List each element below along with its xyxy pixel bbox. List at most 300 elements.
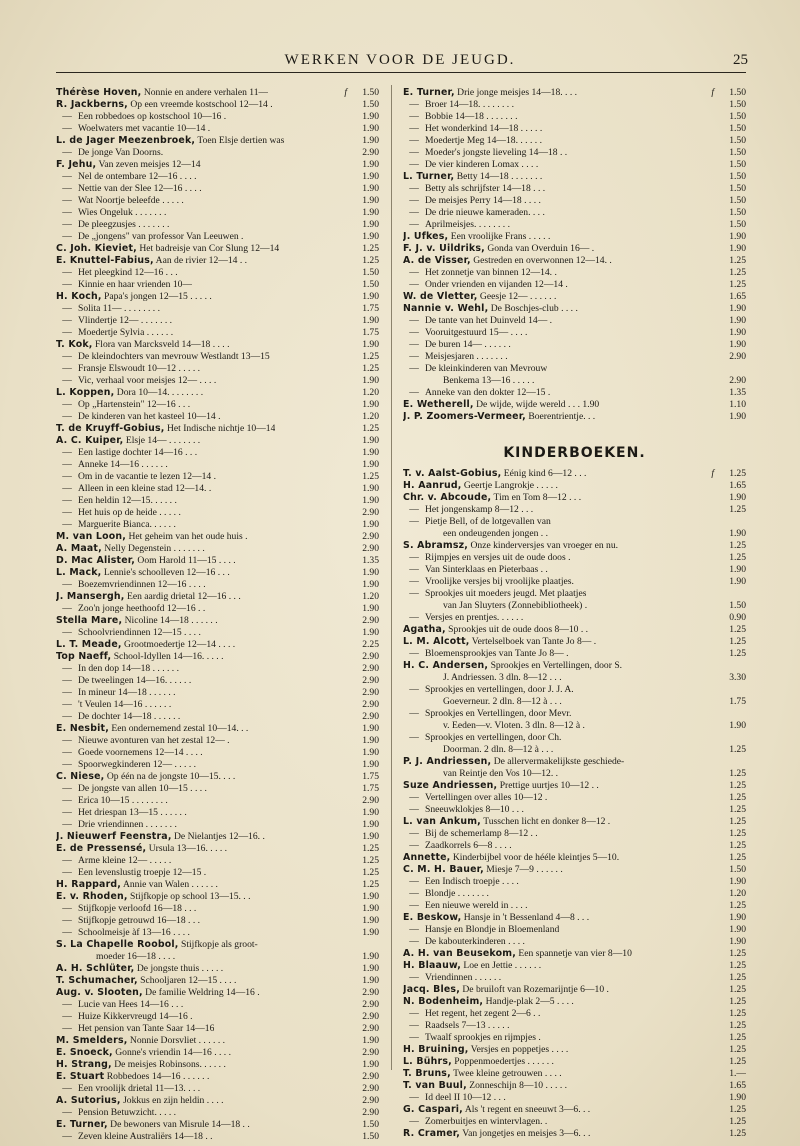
price: 2.90	[362, 687, 379, 698]
price: 1.20	[729, 888, 746, 899]
ditto-dash: —	[62, 147, 72, 158]
catalog-entry	[403, 864, 746, 876]
entry-text	[403, 327, 527, 339]
catalog-entry	[403, 696, 746, 708]
ditto-dash: —	[62, 999, 72, 1010]
author-name: J. Nieuwerf Feenstra,	[56, 831, 172, 842]
book-title: School-Idyllen 14—16. . . . .	[113, 651, 224, 662]
author-name: Chr. v. Abcoude,	[403, 492, 492, 503]
entry-text	[56, 747, 203, 759]
entry-text	[403, 1104, 590, 1116]
catalog-entry	[56, 507, 379, 519]
catalog-entry	[403, 924, 746, 936]
entry-text	[56, 723, 248, 735]
book-title: Woelwaters met vacantie 10—14 .	[78, 123, 211, 134]
price: 1.50	[729, 183, 746, 194]
author-name: E. Beskow,	[403, 912, 462, 923]
entry-text	[56, 879, 218, 891]
catalog-entry	[56, 891, 379, 903]
entry-text	[56, 159, 201, 171]
catalog-entry	[56, 651, 379, 663]
ditto-dash: —	[409, 327, 419, 338]
author-name: A. de Visser,	[403, 255, 471, 266]
author-name: A. H. Schlüter,	[56, 963, 135, 974]
price: 2.90	[362, 507, 379, 518]
entry-text	[403, 756, 624, 768]
price: 1.25	[362, 855, 379, 866]
entry-text	[56, 171, 197, 183]
book-title: Grootmoedertje 12—14 . . . .	[124, 639, 236, 650]
catalog-entry	[56, 1011, 379, 1023]
ditto-dash: —	[409, 564, 419, 575]
entry-text	[56, 831, 265, 843]
entry-text	[56, 939, 258, 951]
book-title: Alleen in een kleine stad 12—14. .	[78, 483, 212, 494]
price: 1.50	[729, 600, 746, 611]
entry-text	[56, 507, 181, 519]
column-divider	[391, 85, 392, 1070]
book-title: Betty 14—18 . . . . . . .	[456, 171, 543, 182]
book-title: Flora van Marcksveld 14—18 . . . .	[94, 339, 230, 350]
price: 1.90	[729, 576, 746, 587]
price: 1.25	[729, 852, 746, 863]
author-name: N. Bodenheim,	[403, 996, 484, 1007]
catalog-entry	[403, 387, 746, 399]
book-title: Geertje Langrokje . . . . .	[463, 480, 558, 491]
catalog-entry	[56, 939, 379, 951]
catalog-entry	[56, 327, 379, 339]
price: 1.25	[729, 972, 746, 983]
ditto-dash: —	[62, 111, 72, 122]
book-title: Solita 11— . . . . . . . .	[78, 303, 160, 314]
ditto-dash: —	[409, 1116, 419, 1127]
author-name: Nannie v. Wehl,	[403, 303, 489, 314]
entry-text	[403, 972, 501, 984]
entry-text	[56, 819, 177, 831]
book-title: moeder 16—18 . . . .	[96, 951, 176, 962]
catalog-entry	[403, 351, 746, 363]
price: 1.25	[729, 468, 746, 479]
entry-text	[56, 807, 187, 819]
catalog-entry	[56, 843, 379, 855]
catalog-entry	[403, 1044, 746, 1056]
catalog-entry	[56, 1035, 379, 1047]
catalog-entry	[56, 759, 379, 771]
book-title: De meisjes Robinsons. . . . . .	[114, 1059, 226, 1070]
price: 1.25	[729, 1020, 746, 1031]
price: 1.90	[729, 564, 746, 575]
price: 1.90	[362, 951, 379, 962]
currency-symbol: f	[711, 468, 714, 479]
author-name: E. Nesbit,	[56, 723, 109, 734]
price: 1.90	[729, 876, 746, 887]
catalog-entry	[403, 756, 746, 768]
catalog-entry	[403, 876, 746, 888]
price: 1.25	[729, 624, 746, 635]
author-name: T. van Buul,	[403, 1080, 467, 1091]
book-title: De bewoners van Misrule 14—18 . .	[110, 1119, 250, 1130]
catalog-entry	[56, 747, 379, 759]
book-title: Papa's jongen 12—15 . . . . .	[104, 291, 212, 302]
book-title: Benkema 13—16 . . . . .	[443, 375, 535, 386]
entry-text	[56, 531, 248, 543]
book-title: De Boschjes-club . . . .	[490, 303, 578, 314]
price: 1.25	[729, 996, 746, 1007]
catalog-entry	[56, 771, 379, 783]
price: 1.90	[362, 975, 379, 986]
ditto-dash: —	[62, 447, 72, 458]
catalog-entry	[403, 972, 746, 984]
entry-text	[403, 936, 525, 948]
ditto-dash: —	[409, 123, 419, 134]
catalog-entry	[56, 963, 379, 975]
book-title: In mineur 14—18 . . . . . .	[78, 687, 176, 698]
book-title: Een robbedoes op kostschool 10—16 .	[78, 111, 227, 122]
price: 1.90	[729, 1092, 746, 1103]
price: 1.90	[729, 528, 746, 539]
entry-text	[56, 663, 179, 675]
book-title: De kabouterkinderen . . . .	[425, 936, 525, 947]
book-title: Vriendinnen . . . . . .	[425, 972, 502, 983]
entry-text	[403, 219, 510, 231]
book-title: Nettie van der Slee 12—16 . . . .	[78, 183, 202, 194]
price: 1.90	[729, 411, 746, 422]
entry-text	[56, 963, 223, 975]
ditto-dash: —	[409, 135, 419, 146]
ditto-dash: —	[409, 1032, 419, 1043]
ditto-dash: —	[62, 735, 72, 746]
catalog-entry	[403, 768, 746, 780]
ditto-dash: —	[62, 927, 72, 938]
author-name: J. Mansergh,	[56, 591, 125, 602]
book-title: Het zonnetje van binnen 12—14. .	[425, 267, 557, 278]
catalog-entry	[403, 375, 746, 387]
price: 2.90	[362, 1083, 379, 1094]
entry-text	[403, 99, 514, 111]
ditto-dash: —	[62, 915, 72, 926]
book-title: Meisjesjaren . . . . . . .	[425, 351, 508, 362]
book-title: Spoorwegkinderen 12— . . . . .	[78, 759, 197, 770]
price: 1.90	[362, 315, 379, 326]
author-name: E. v. Rhoden,	[56, 891, 128, 902]
entry-text	[403, 1044, 568, 1056]
ditto-dash: —	[62, 903, 72, 914]
author-name: E. de Pressensé,	[56, 843, 147, 854]
catalog-entry	[56, 531, 379, 543]
catalog-entry	[56, 483, 379, 495]
book-title: Een heldin 12—15. . . . . .	[78, 495, 177, 506]
price: 1.25	[729, 636, 746, 647]
catalog-entry	[403, 792, 746, 804]
price: 1.90	[362, 1059, 379, 1070]
price: 1.25	[362, 471, 379, 482]
price: 1.25	[729, 1044, 746, 1055]
entry-text	[56, 951, 175, 963]
book-title: Het pension van Tante Saar 14—16	[78, 1023, 215, 1034]
price: 1.90	[729, 936, 746, 947]
price: 1.25	[362, 423, 379, 434]
ditto-dash: —	[62, 819, 72, 830]
price: 1.90	[362, 603, 379, 614]
ditto-dash: —	[62, 219, 72, 230]
entry-text	[403, 684, 574, 696]
price: 1.35	[362, 555, 379, 566]
catalog-entry	[56, 1107, 379, 1119]
book-title: Bobbie 14—18 . . . . . . .	[425, 111, 518, 122]
entry-text	[56, 591, 241, 603]
entry-text	[56, 1011, 193, 1023]
ditto-dash: —	[409, 147, 419, 158]
book-title: De vier kinderen Lomax . . . .	[425, 159, 539, 170]
catalog-entry	[403, 744, 746, 756]
entry-text	[56, 231, 243, 243]
book-title: Sprookjes uit moeders jeugd. Met plaatjes	[425, 588, 587, 599]
entry-text	[403, 123, 542, 135]
ditto-dash: —	[62, 603, 72, 614]
entry-text	[56, 1035, 225, 1047]
catalog-entry	[56, 351, 379, 363]
price: 1.75	[729, 696, 746, 707]
catalog-entry	[403, 660, 746, 672]
entry-text	[56, 735, 230, 747]
author-name: T. Bruns,	[403, 1068, 451, 1079]
book-title: Op een vreemde kostschool 12—14 .	[130, 99, 273, 110]
price: 1.25	[729, 1032, 746, 1043]
entry-text	[403, 732, 561, 744]
catalog-entry	[403, 339, 746, 351]
ditto-dash: —	[409, 576, 419, 587]
ditto-dash: —	[62, 1011, 72, 1022]
catalog-entry	[56, 1131, 379, 1143]
book-title: Hansje in 't Bessenland 4—8 . . .	[463, 912, 590, 923]
entry-text	[56, 243, 279, 255]
price: 1.90	[729, 924, 746, 935]
book-title: Loe en Jettie . . . . . .	[463, 960, 542, 971]
entry-text	[403, 255, 612, 267]
price: 1.20	[362, 411, 379, 422]
entry-text	[403, 540, 618, 552]
entry-text	[403, 816, 610, 828]
catalog-entry	[56, 663, 379, 675]
catalog-entry	[403, 672, 746, 684]
entry-text	[403, 864, 563, 876]
entry-text	[56, 579, 206, 591]
entry-text	[403, 552, 571, 564]
ditto-dash: —	[62, 627, 72, 638]
ditto-dash: —	[62, 195, 72, 206]
ditto-dash: —	[62, 363, 72, 374]
entry-text	[403, 876, 519, 888]
catalog-entry	[403, 327, 746, 339]
entry-text	[403, 924, 559, 936]
entry-text	[403, 588, 586, 600]
price: 2.90	[362, 543, 379, 554]
book-title: Een ondernemend zestal 10—14. . .	[111, 723, 249, 734]
price: 1.90	[362, 927, 379, 938]
catalog-entry	[403, 1056, 746, 1068]
catalog-entry	[56, 471, 379, 483]
entry-text	[56, 195, 184, 207]
price: 1.50	[729, 195, 746, 206]
catalog-entry	[56, 579, 379, 591]
price: 2.90	[362, 531, 379, 542]
price: 1.25	[362, 867, 379, 878]
ditto-dash: —	[409, 363, 419, 374]
book-title: 't Veulen 14—16 . . . . . .	[78, 699, 172, 710]
catalog-entry	[56, 147, 379, 159]
catalog-entry	[56, 303, 379, 315]
author-name: E. Snoeck,	[56, 1047, 113, 1058]
ditto-dash: —	[62, 495, 72, 506]
author-name: G. Caspari,	[403, 1104, 463, 1115]
catalog-entry	[56, 975, 379, 987]
catalog-entry	[56, 543, 379, 555]
entry-text	[403, 612, 523, 624]
price: 1.75	[362, 771, 379, 782]
author-name: L. M. Alcott,	[403, 636, 470, 647]
entry-text	[403, 792, 547, 804]
ditto-dash: —	[409, 684, 419, 695]
entry-text	[403, 315, 552, 327]
catalog-entry	[56, 1083, 379, 1095]
entry-text	[403, 912, 589, 924]
entry-text	[403, 648, 569, 660]
catalog-entry	[56, 999, 379, 1011]
price: 2.90	[362, 1023, 379, 1034]
book-title: Goede voornemens 12—14 . . . .	[78, 747, 203, 758]
book-title: De jonge Van Doorns.	[78, 147, 164, 158]
catalog-entry	[403, 960, 746, 972]
catalog-entry	[403, 600, 746, 612]
entry-text	[403, 780, 599, 792]
price: 1.25	[729, 804, 746, 815]
catalog-entry	[56, 1023, 379, 1035]
catalog-entry	[403, 720, 746, 732]
ditto-dash: —	[409, 267, 419, 278]
entry-text	[403, 660, 622, 672]
catalog-entry	[403, 1008, 746, 1020]
catalog-entry	[403, 732, 746, 744]
author-name: E. Wetherell,	[403, 399, 474, 410]
ditto-dash: —	[409, 159, 419, 170]
book-title: Dora 10—14. . . . . . . .	[116, 387, 204, 398]
author-name: Agatha,	[403, 624, 446, 635]
book-title: Het regent, het zegent 2—6 . .	[425, 1008, 541, 1019]
entry-text	[56, 135, 284, 147]
catalog-entry	[56, 231, 379, 243]
book-title: Twaalf sprookjes en rijmpjes .	[425, 1032, 541, 1043]
ditto-dash: —	[62, 483, 72, 494]
author-name: T. Kok,	[56, 339, 93, 350]
entry-text	[403, 1128, 590, 1140]
catalog-entry	[56, 927, 379, 939]
book-title: Op één na de jongste 10—15. . . .	[106, 771, 236, 782]
author-name: H. Koch,	[56, 291, 102, 302]
book-title: Vlindertje 12— . . . . . . .	[78, 315, 173, 326]
ditto-dash: —	[62, 399, 72, 410]
price: 1.25	[729, 1008, 746, 1019]
author-name: L. Bührs,	[403, 1056, 452, 1067]
book-title: Gestreden en overwonnen 12—14. .	[473, 255, 612, 266]
catalog-entry	[56, 387, 379, 399]
price: 1.25	[729, 948, 746, 959]
entry-text	[56, 387, 203, 399]
catalog-entry	[403, 279, 746, 291]
price: 1.90	[362, 891, 379, 902]
book-title: Nonnie en andere verhalen 11—	[143, 87, 269, 98]
price: 1.90	[362, 579, 379, 590]
book-title: Boezemvriendinnen 12—16 . . . .	[78, 579, 206, 590]
header-rule	[56, 72, 746, 73]
price: 1.50	[362, 99, 379, 110]
book-title: Id deel II 10—12 . . .	[425, 1092, 506, 1103]
book-title: van Reintje den Vos 10—12. .	[443, 768, 559, 779]
book-title: Om in de vacantie te lezen 12—14 .	[78, 471, 216, 482]
price: 1.90	[362, 807, 379, 818]
price: 1.25	[362, 243, 379, 254]
ditto-dash: —	[62, 267, 72, 278]
entry-text	[56, 543, 205, 555]
catalog-entry	[403, 1128, 746, 1140]
entry-text	[56, 303, 160, 315]
book-title: Boerentrientje. . .	[528, 411, 596, 422]
book-title: Ursula 13—16. . . . .	[148, 843, 228, 854]
entry-text	[56, 219, 169, 231]
book-title: Lennie's schoolleven 12—16 . . .	[103, 567, 230, 578]
price: 1.90	[362, 915, 379, 926]
ditto-dash: —	[62, 375, 72, 386]
price: 1.25	[729, 1116, 746, 1127]
catalog-entry	[56, 123, 379, 135]
catalog-entry	[403, 480, 746, 492]
ditto-dash: —	[409, 972, 419, 983]
entry-text	[56, 327, 173, 339]
catalog-entry	[403, 183, 746, 195]
ditto-dash: —	[409, 1092, 419, 1103]
catalog-entry	[403, 936, 746, 948]
price: 2.90	[729, 375, 746, 386]
ditto-dash: —	[62, 519, 72, 530]
price: 0.90	[729, 612, 746, 623]
ditto-dash: —	[62, 1107, 72, 1118]
catalog-entry	[403, 315, 746, 327]
author-name: Aug. v. Slooten,	[56, 987, 143, 998]
catalog-entry	[56, 867, 379, 879]
entry-text	[56, 339, 230, 351]
entry-text	[56, 975, 236, 987]
entry-text	[403, 468, 586, 480]
price: 1.50	[729, 135, 746, 146]
left-column	[56, 87, 379, 1143]
ditto-dash: —	[62, 807, 72, 818]
entry-text	[403, 564, 548, 576]
catalog-entry	[56, 375, 379, 387]
entry-text	[56, 99, 273, 111]
ditto-dash: —	[409, 648, 419, 659]
entry-text	[403, 231, 550, 243]
entry-text	[403, 1056, 554, 1068]
catalog-entry	[403, 804, 746, 816]
price: 1.75	[362, 327, 379, 338]
price: 1.25	[729, 552, 746, 563]
entry-text	[403, 516, 551, 528]
entry-text	[56, 423, 275, 435]
book-title: Het jongenskamp 8—12 . . .	[425, 504, 534, 515]
book-title: De familie Weldring 14—16 .	[145, 987, 260, 998]
price: 1.90	[362, 1035, 379, 1046]
entry-text	[403, 1020, 509, 1032]
catalog-entry	[403, 504, 746, 516]
